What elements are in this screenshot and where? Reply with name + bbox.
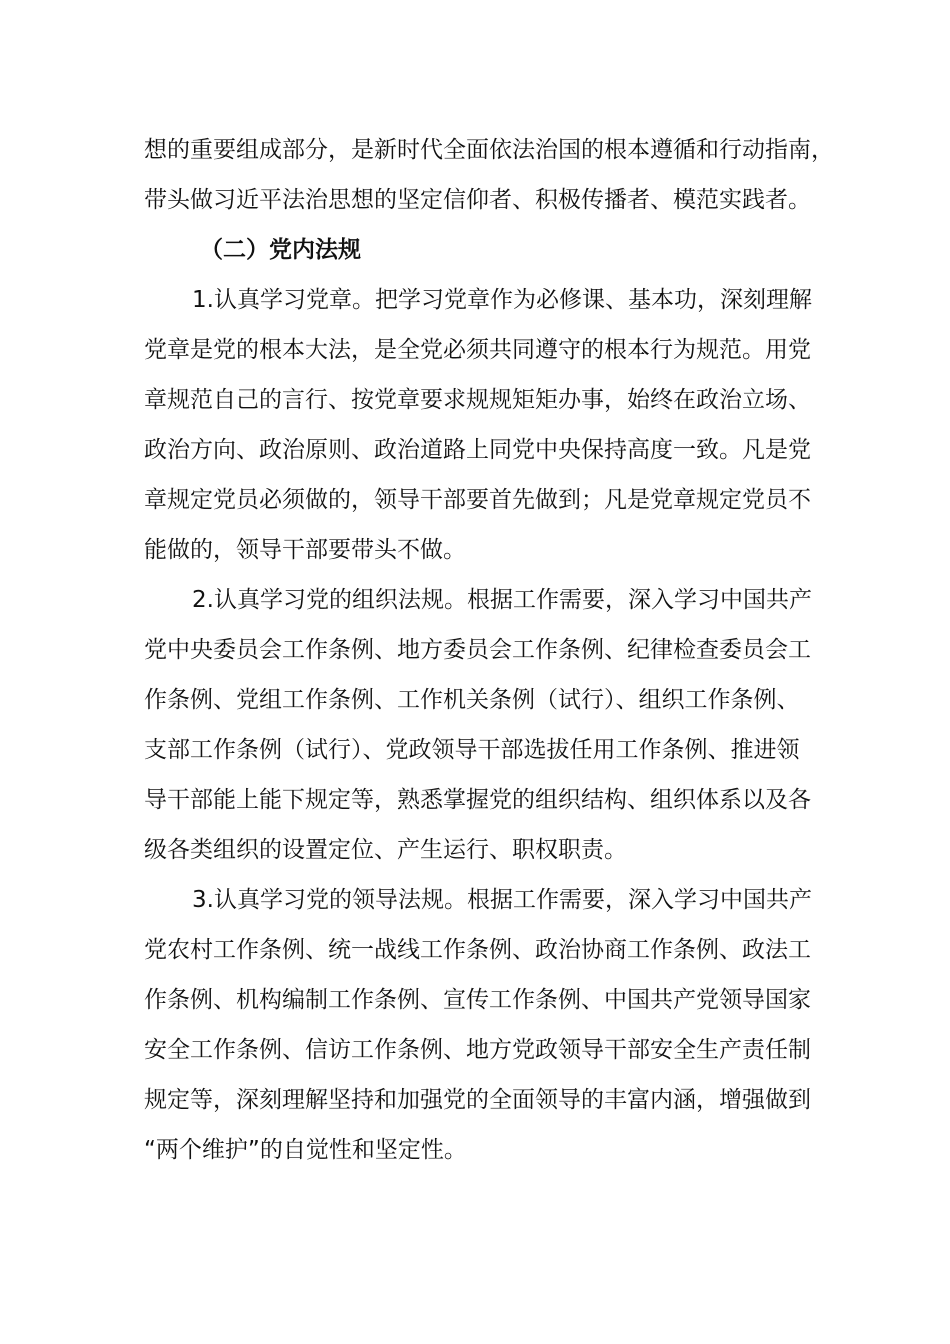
text-line: 作条例、党组工作条例、工作机关条例（试行）、组织工作条例、 <box>144 687 800 713</box>
paragraph-3 <box>144 875 812 1175</box>
text-line: 党章是党的根本大法，是全党必须共同遵守的根本行为规范。用党 <box>144 337 811 363</box>
text-line: 党中央委员会工作条例、地方委员会工作条例、纪律检查委员会工 <box>144 637 811 663</box>
section-heading: （二）党内法规 <box>200 237 361 263</box>
text-line: 支部工作条例（试行）、党政领导干部选拔任用工作条例、推进领 <box>144 737 800 763</box>
text-line: 想的重要组成部分，是新时代全面依法治国的根本遵循和行动指南， <box>144 137 834 163</box>
text-line: 党农村工作条例、统一战线工作条例、政治协商工作条例、政法工 <box>144 937 811 963</box>
paragraph-2 <box>144 575 812 875</box>
text-line: 能做的，领导干部要带头不做。 <box>144 537 466 563</box>
text-line: 规定等，深刻理解坚持和加强党的全面领导的丰富内涵，增强做到 <box>144 1087 811 1113</box>
text-line: 级各类组织的设置定位、产生运行、职权职责。 <box>144 837 627 863</box>
text-line: 作条例、机构编制工作条例、宣传工作条例、中国共产党领导国家 <box>144 987 811 1013</box>
document-page <box>144 125 834 1175</box>
intro-paragraph <box>144 125 834 225</box>
text-line: 章规定党员必须做的，领导干部要首先做到；凡是党章规定党员不 <box>144 487 811 513</box>
text-line: 政治方向、政治原则、政治道路上同党中央保持高度一致。凡是党 <box>144 437 811 463</box>
text-line: “两个维护”的自觉性和坚定性。 <box>144 1137 467 1163</box>
paragraph-1 <box>144 275 812 575</box>
text-line: 1.认真学习党章。把学习党章作为必修课、基本功，深刻理解 <box>192 287 812 313</box>
text-line: 带头做习近平法治思想的坚定信仰者、积极传播者、模范实践者。 <box>144 187 811 213</box>
text-line: 安全工作条例、信访工作条例、地方党政领导干部安全生产责任制 <box>144 1037 811 1063</box>
text-line: 2.认真学习党的组织法规。根据工作需要，深入学习中国共产 <box>192 587 812 613</box>
text-line: 章规范自己的言行、按党章要求规规矩矩办事，始终在政治立场、 <box>144 387 811 413</box>
text-line: 导干部能上能下规定等，熟悉掌握党的组织结构、组织体系以及各 <box>144 787 811 813</box>
text-line: 3.认真学习党的领导法规。根据工作需要，深入学习中国共产 <box>192 887 812 913</box>
